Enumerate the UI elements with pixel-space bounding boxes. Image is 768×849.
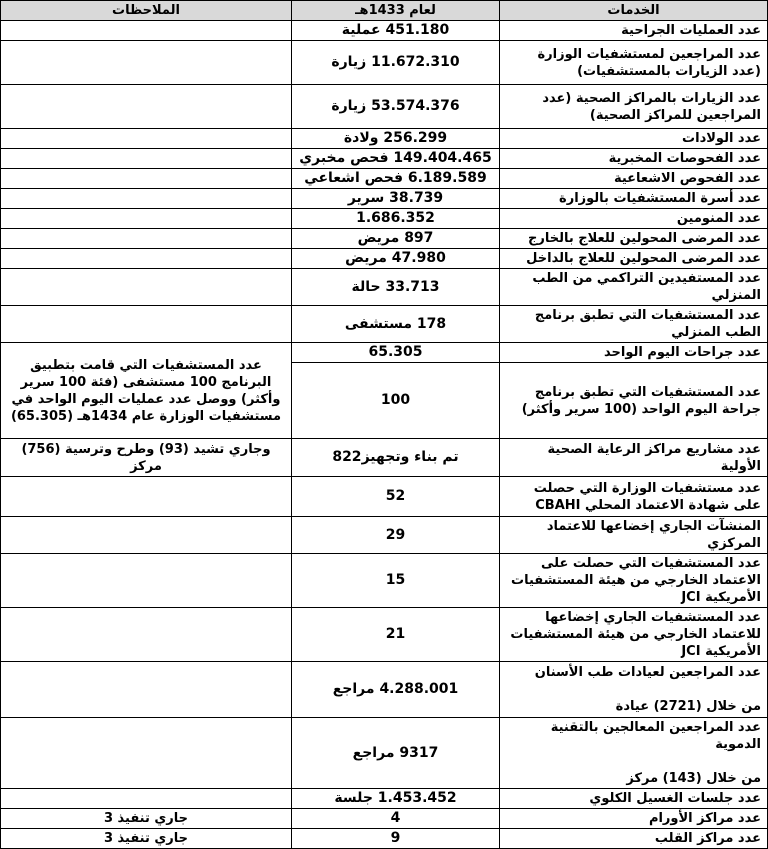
header-services: الخدمات: [500, 1, 768, 21]
note-cell: [1, 149, 292, 169]
value-cell: 38.739 سرير: [292, 189, 500, 209]
note-cell: [1, 85, 292, 129]
value-cell: 100: [292, 363, 500, 439]
table-row: [1, 608, 768, 662]
table-row: [1, 209, 768, 229]
service-cell: عدد جلسات الغسيل الكلوي: [500, 789, 768, 809]
service-cell: المنشآت الجاري إخضاعها للاعتماد المركزي: [500, 517, 768, 554]
table-row: [1, 789, 768, 809]
service-cell: عدد الزيارات بالمراكز الصحية (عدد المراجعين للمراكز الصحية): [500, 85, 768, 129]
service-cell: عدد المراجعين المعالجين بالتقنية الدموية من خلال (143) مركز: [500, 718, 768, 789]
value-cell: 21: [292, 608, 500, 662]
table-row: [1, 21, 768, 41]
value-cell: 29: [292, 517, 500, 554]
value-cell: 4.288.001 مراجع: [292, 662, 500, 718]
note-cell: [1, 209, 292, 229]
note-cell: [1, 718, 292, 789]
table-row: [1, 718, 768, 789]
service-cell: عدد المراجعين لعيادات طب الأسنان من خلال (2721) عيادة: [500, 662, 768, 718]
note-cell: [1, 306, 292, 343]
value-cell: 47.980 مريض: [292, 249, 500, 269]
table-row: [1, 169, 768, 189]
service-cell: عدد مراكز القلب: [500, 829, 768, 849]
note-cell: [1, 21, 292, 41]
service-cell: عدد المرضى المحولين للعلاج بالداخل: [500, 249, 768, 269]
table-row: [1, 249, 768, 269]
table-row: [1, 269, 768, 306]
table-row: [1, 439, 768, 477]
note-cell: [1, 249, 292, 269]
service-cell: عدد المستشفيات التي حصلت على الاعتماد الخارجي من هيئة المستشفيات الأمريكية JCI: [500, 554, 768, 608]
service-cell: عدد أسرة المستشفيات بالوزارة: [500, 189, 768, 209]
note-cell: [1, 41, 292, 85]
note-cell: [1, 189, 292, 209]
value-cell: 451.180 عملية: [292, 21, 500, 41]
value-cell: تم بناء وتجهيز822: [292, 439, 500, 477]
value-cell: 15: [292, 554, 500, 608]
service-cell: عدد الولادات: [500, 129, 768, 149]
table-row: [1, 306, 768, 343]
note-cell: [1, 554, 292, 608]
service-cell: عدد المستشفيات التي تطبق برنامج جراحة اليوم الواحد (100 سرير وأكثر): [500, 363, 768, 439]
service-cell: عدد المستشفيات التي تطبق برنامج الطب المنزلي: [500, 306, 768, 343]
table-row: [1, 149, 768, 169]
note-cell: [1, 229, 292, 249]
value-cell: 65.305: [292, 343, 500, 363]
note-cell: [1, 477, 292, 517]
note-cell: عدد المستشفيات التي قامت بتطبيق البرنامج 100 مستشفى (فئة 100 سرير وأكثر) ووصل عدد عمليات اليوم الواحد في مستشفيات الوزارة عام 1434هـ (65.305): [1, 343, 292, 439]
value-cell: 4: [292, 809, 500, 829]
table-row: [1, 85, 768, 129]
value-cell: 52: [292, 477, 500, 517]
service-cell: عدد الفحوص الاشعاعية: [500, 169, 768, 189]
value-cell: 33.713 حالة: [292, 269, 500, 306]
service-cell: عدد المستفيدين التراكمي من الطب المنزلي: [500, 269, 768, 306]
service-cell: عدد المنومين: [500, 209, 768, 229]
note-cell: وجاري تشيد (93) وطرح وترسية (756) مركز: [1, 439, 292, 477]
table-row: [1, 477, 768, 517]
service-cell: عدد المستشفيات الجاري إخضاعها للاعتماد الخارجي من هيئة المستشفيات الأمريكية JCI: [500, 608, 768, 662]
table-row: [1, 517, 768, 554]
service-cell: عدد مشاريع مراكز الرعاية الصحية الأولية: [500, 439, 768, 477]
header-notes: الملاحظات: [1, 1, 292, 21]
header-row: [1, 1, 768, 21]
value-cell: 11.672.310 زيارة: [292, 41, 500, 85]
table-row: [1, 189, 768, 209]
value-cell: 897 مريض: [292, 229, 500, 249]
value-cell: 1.453.452 جلسة: [292, 789, 500, 809]
value-cell: 9317 مراجع: [292, 718, 500, 789]
note-cell: [1, 662, 292, 718]
value-cell: 149.404.465 فحص مخبري: [292, 149, 500, 169]
value-cell: 9: [292, 829, 500, 849]
table-row: [1, 129, 768, 149]
note-cell: [1, 129, 292, 149]
note-cell: جاري تنفيذ 3: [1, 809, 292, 829]
table-row: [1, 41, 768, 85]
value-cell: 53.574.376 زيارة: [292, 85, 500, 129]
value-cell: 256.299 ولادة: [292, 129, 500, 149]
service-cell: عدد جراحات اليوم الواحد: [500, 343, 768, 363]
header-year: لعام 1433هـ: [292, 1, 500, 21]
table-row: [1, 554, 768, 608]
service-cell: عدد المراجعين لمستشفيات الوزارة (عدد الزيارات بالمستشفيات): [500, 41, 768, 85]
service-cell: عدد المرضى المحولين للعلاج بالخارج: [500, 229, 768, 249]
service-cell: عدد مستشفيات الوزارة التي حصلت على شهادة الاعتماد المحلي CBAHI: [500, 477, 768, 517]
table-row: [1, 229, 768, 249]
value-cell: 178 مستشفى: [292, 306, 500, 343]
table-row: [1, 829, 768, 849]
service-cell: عدد الفحوصات المخبرية: [500, 149, 768, 169]
value-cell: 1.686.352: [292, 209, 500, 229]
service-cell: عدد مراكز الأورام: [500, 809, 768, 829]
service-cell: عدد العمليات الجراحية: [500, 21, 768, 41]
table-row: [1, 809, 768, 829]
table-row: [1, 343, 768, 363]
note-cell: [1, 517, 292, 554]
note-cell: [1, 169, 292, 189]
note-cell: [1, 608, 292, 662]
value-cell: 6.189.589 فحص اشعاعي: [292, 169, 500, 189]
table-row: [1, 662, 768, 718]
note-cell: جاري تنفيذ 3: [1, 829, 292, 849]
note-cell: [1, 269, 292, 306]
note-cell: [1, 789, 292, 809]
